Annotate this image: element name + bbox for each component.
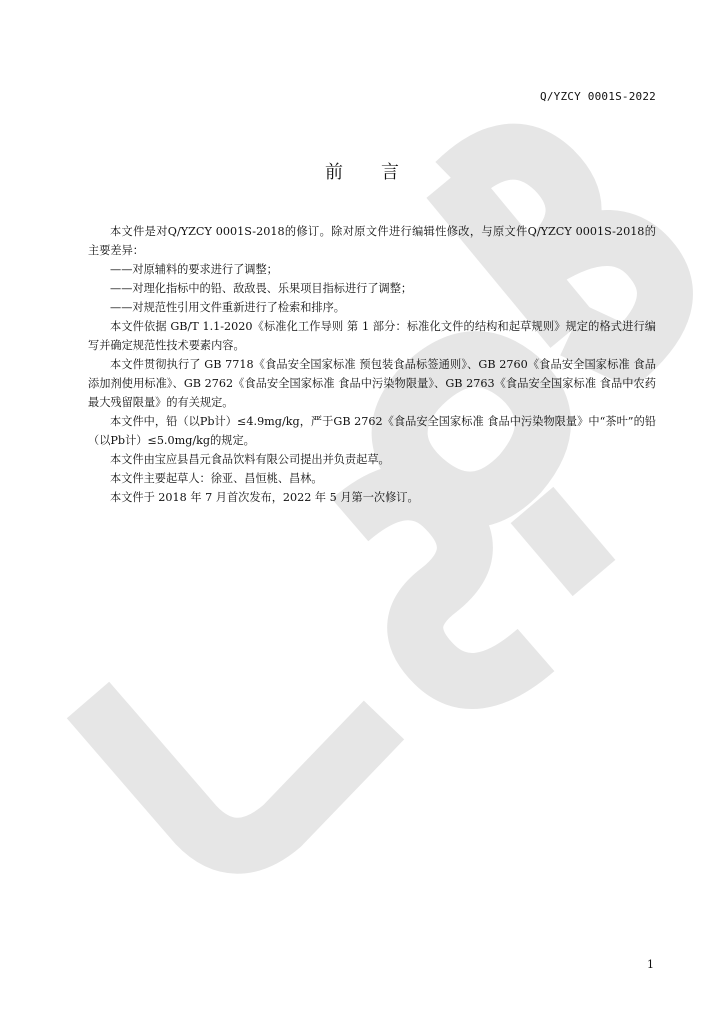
document-title: 前言: [325, 162, 437, 183]
change-item: ——对规范性引用文件重新进行了检索和排序。: [110, 301, 345, 314]
change-item: ——对理化指标中的铅、敌敌畏、乐果项目指标进行了调整；: [110, 282, 413, 295]
paragraph: 本文件贯彻执行了 GB 7718《食品安全国家标准 预包装食品标签通则》、GB 2760《食品安全国家标准 食品添加剂使用标准》、GB 2762《食品安全国家标准 食品中污染物限量》、GB 2763《食品安全国家标准 食品中农药最大残留限量》的有关规定。: [88, 358, 656, 409]
page-number: 1: [647, 958, 654, 971]
paragraph: 本文件由宝应县昌元食品饮料有限公司提出并负责起草。: [110, 453, 390, 466]
paragraph: 本文件于 2018 年 7 月首次发布，2022 年 5 月第一次修订。: [110, 491, 419, 504]
change-item: ——对原辅料的要求进行了调整；: [110, 263, 278, 276]
document-code: Q/YZCY 0001S-2022: [540, 90, 656, 103]
paragraph: 本文件主要起草人：徐亚、昌恒桃、昌林。: [110, 472, 323, 485]
paragraph: 本文件中，铅（以Pb计）≤4.9mg/kg，严于GB 2762《食品安全国家标准 食品中污染物限量》中“茶叶”的铅（以Pb计）≤5.0mg/kg的规定。: [88, 415, 656, 447]
paragraph: 本文件依据 GB/T 1.1-2020《标准化工作导则 第 1 部分：标准化文件的结构和起草规则》规定的格式进行编写并确定规范性技术要素内容。: [88, 320, 656, 352]
paragraph: 本文件是对Q/YZCY 0001S-2018的修订。除对原文件进行编辑性修改，与原文件Q/YZCY 0001S-2018的主要差异：: [88, 225, 656, 257]
document-body: [88, 222, 656, 507]
